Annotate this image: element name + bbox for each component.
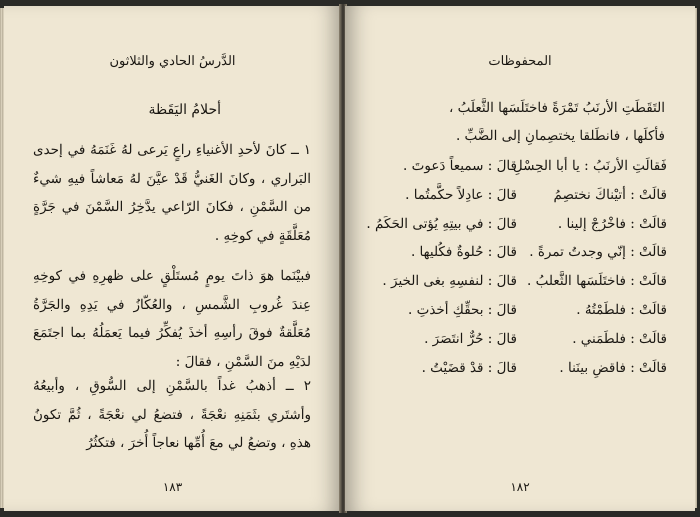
lizard-line: قالَ : في بيتِهِ يُؤتى الحَكَمُ . xyxy=(366,215,517,232)
lizard-line: قالَ : حُلوةٌ فكُليها . xyxy=(410,244,517,261)
rabbit-line: قالَتْ : إنّي وجدتُ تمرةً . xyxy=(529,244,667,261)
page-number: ١٨٢ xyxy=(510,480,530,494)
rabbit-line: قالَتْ : فاخْرُجْ إلينا . xyxy=(557,215,667,232)
paragraph-2: فبيْنَما هوَ ذاتَ يومٍ مُستَلْقٍ على ظهرِهِ في كوخِهِ عِندَ غُروبِ الشَّمسِ ، والعُكّازُ في يَدِهِ والجَرَّةُ مُعَلَّقةٌ فوقَ رأسِهِ أخذَ يُفكِّرُ فيما يَعمَلُهُ بما اجتَمَعَ لدَيْهِ منَ السَّمْنِ ، فقالَ : xyxy=(33,268,311,370)
rabbit-line: قالَتْ : فاختَلَسَها الثَّعلبُ . xyxy=(527,273,667,290)
dialogue-row xyxy=(367,298,667,327)
intro-line-1: التَقَطَتِ الأرنَبُ تَمْرَةً فاختَلَسَها الثَّعلَبُ ، xyxy=(449,100,665,116)
lizard-line: قالَ : قدْ قضَيْتُ . xyxy=(421,359,517,376)
rabbit-line: فَقالَتِ الأرنَبُ : يا أبا الحِسْلِ xyxy=(512,158,667,174)
paragraph-3: ٢ ــ أذهبُ غداً بالسَّمْنِ إلى السُّوقِ ، وأبيعُهُ وأشتَري بثَمَنِهِ نعْجَةً ، فتضعُ لي نعْجَةً ، ثُمَّ تكونُ هذهِ ، وتضعُ لي معَ أُمِّها نعاجاً أُخرَ ، فتكثُرُ xyxy=(33,378,311,452)
rabbit-line: قالَتْ : أتيْناكَ نختصِمُ xyxy=(553,186,667,203)
dialogue-row xyxy=(367,154,667,183)
lizard-line: قالَ : بحقِّكِ أخذتِ . xyxy=(408,301,517,318)
lizard-line: قالَ : عادِلاً حكَّمتُما . xyxy=(405,186,517,203)
dialogue-row xyxy=(367,327,667,356)
right-page xyxy=(345,6,695,511)
dialogue-row xyxy=(367,212,667,241)
intro-line-2: فأكلَها ، فانطَلقا يختصِمانِ إلى الضَّبِّ . xyxy=(455,128,665,144)
left-page xyxy=(4,6,341,511)
rabbit-line: قالَتْ : فلطَمَني . xyxy=(572,330,667,347)
dialogue-row xyxy=(367,183,667,212)
rabbit-line: قالَتْ : فلطَمْتُهُ . xyxy=(576,301,667,318)
dialogue-row xyxy=(367,240,667,269)
rabbit-line: قالَتْ : فاقضِ بينَنا . xyxy=(559,359,667,376)
paragraph-1: ١ ــ كانَ لأحدِ الأغنياءِ راعٍ يَرعى لهُ غَنَمَهُ في إحدى البَراري ، وكانَ الغَنيُّ قَدْ عيَّنَ لهُ مَعاشاً فيهِ شيءٌ من السَّمْنِ ، فكانَ الرّاعي يدَّخِرُ السَّمْنَ في جَرَّةٍ مُعَلَّقَةٍ في كوخِهِ . xyxy=(33,142,311,244)
running-head: المحفوظات xyxy=(488,54,552,69)
lizard-line: قالَ : حُرٌّ انتَصَرَ . xyxy=(424,330,517,347)
section-title: أحلامُ اليَقَظة xyxy=(148,102,221,118)
page-number: ١٨٣ xyxy=(162,480,183,494)
running-head: الدَّرسُ الحادي والثلاثون xyxy=(109,54,236,69)
dialogue-row xyxy=(367,356,667,385)
dialogue-row xyxy=(367,269,667,298)
lizard-line: قالَ : لنفسِهِ بغى الخيرَ . xyxy=(382,273,517,290)
dialogue-list xyxy=(367,154,667,384)
lizard-line: قالَ : سميعاً دَعوتَ . xyxy=(403,158,517,174)
